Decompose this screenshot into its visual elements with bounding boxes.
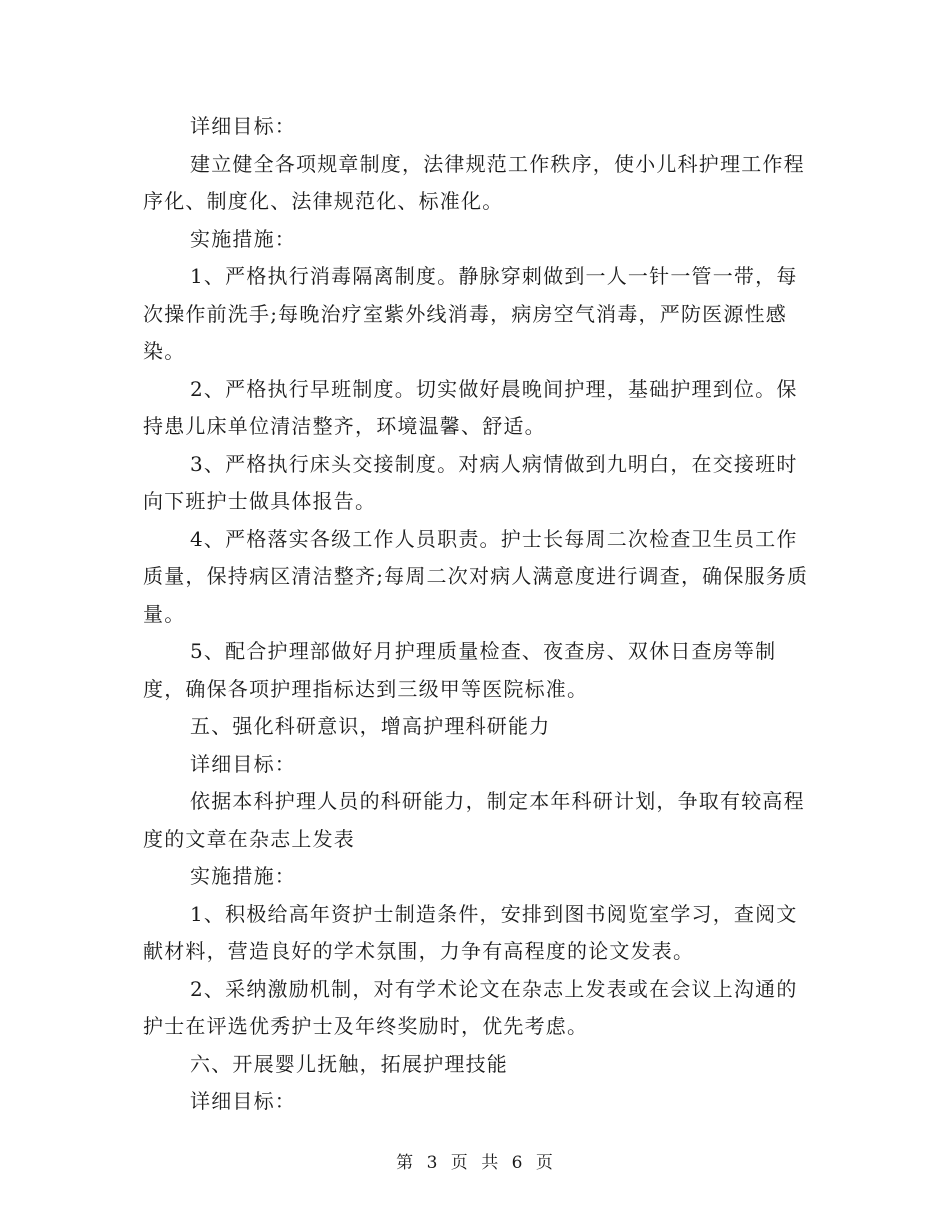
paragraph-goal-research-plan: 依据本科护理人员的科研能力，制定本年科研计划，争取有较高程度的文章在杂志上发表 [143,789,805,851]
footer-total-pages: 6 [511,1153,524,1173]
footer-suffix: 页 [535,1153,554,1173]
paragraph-measure-senior-nurses: 1、积极给高年资护士制造条件，安排到图书阅览室学习，查阅文献材料，营造良好的学术氛围，力争有高程度的论文发表。 [143,901,798,963]
footer-total-word: 共 [481,1153,500,1173]
paragraph-measure-bedside-handover: 3、严格执行床头交接制度。对病人病情做到九明白，在交接班时向下班护士做具体报告。 [143,451,798,513]
document-body [143,108,815,1121]
paragraph-measure-incentives: 2、采纳激励机制，对有学术论文在杂志上发表或在会议上沟通的护士在评选优秀护士及年终奖励时，优先考虑。 [143,976,798,1038]
page-footer [0,1148,950,1173]
paragraph-measure-disinfection: 1、严格执行消毒隔离制度。静脉穿刺做到一人一针一管一带，每次操作前洗手;每晚治疗室紫外线消毒，病房空气消毒，严防医源性感染。 [143,264,798,363]
paragraph-measures-heading-2: 实施措施： [190,864,296,888]
paragraph-measure-early-shift: 2、严格执行早班制度。切实做好晨晚间护理，基础护理到位。保持患儿床单位清洁整齐，环境温馨、舒适。 [143,376,798,438]
footer-page-word: 页 [450,1153,469,1173]
section-heading-infant-touch: 六、开展婴儿抚触，拓展护理技能 [190,1051,508,1076]
footer-prefix: 第 [396,1153,415,1173]
paragraph-detail-goal-3: 详细目标： [190,1089,296,1113]
paragraph-detail-goal-2: 详细目标： [190,751,296,776]
paragraph-goal-regulations: 建立健全各项规章制度，法律规范工作秩序，使小儿科护理工作程序化、制度化、法律规范化、标准化。 [143,151,805,213]
paragraph-measure-staff-duties: 4、严格落实各级工作人员职责。护士长每周二次检查卫生员工作质量，保持病区清洁整齐;每周二次对病人满意度进行调查，确保服务质量。 [143,526,809,626]
paragraph-measure-quality-checks: 5、配合护理部做好月护理质量检查、夜查房、双休日查房等制度，确保各项护理指标达到三级甲等医院标准。 [143,639,777,701]
paragraph-detail-goal-1: 详细目标： [190,114,296,138]
paragraph-measures-heading-1: 实施措施： [190,226,296,251]
section-heading-research: 五、强化科研意识，增高护理科研能力 [190,714,551,738]
footer-current-page: 3 [426,1153,439,1173]
